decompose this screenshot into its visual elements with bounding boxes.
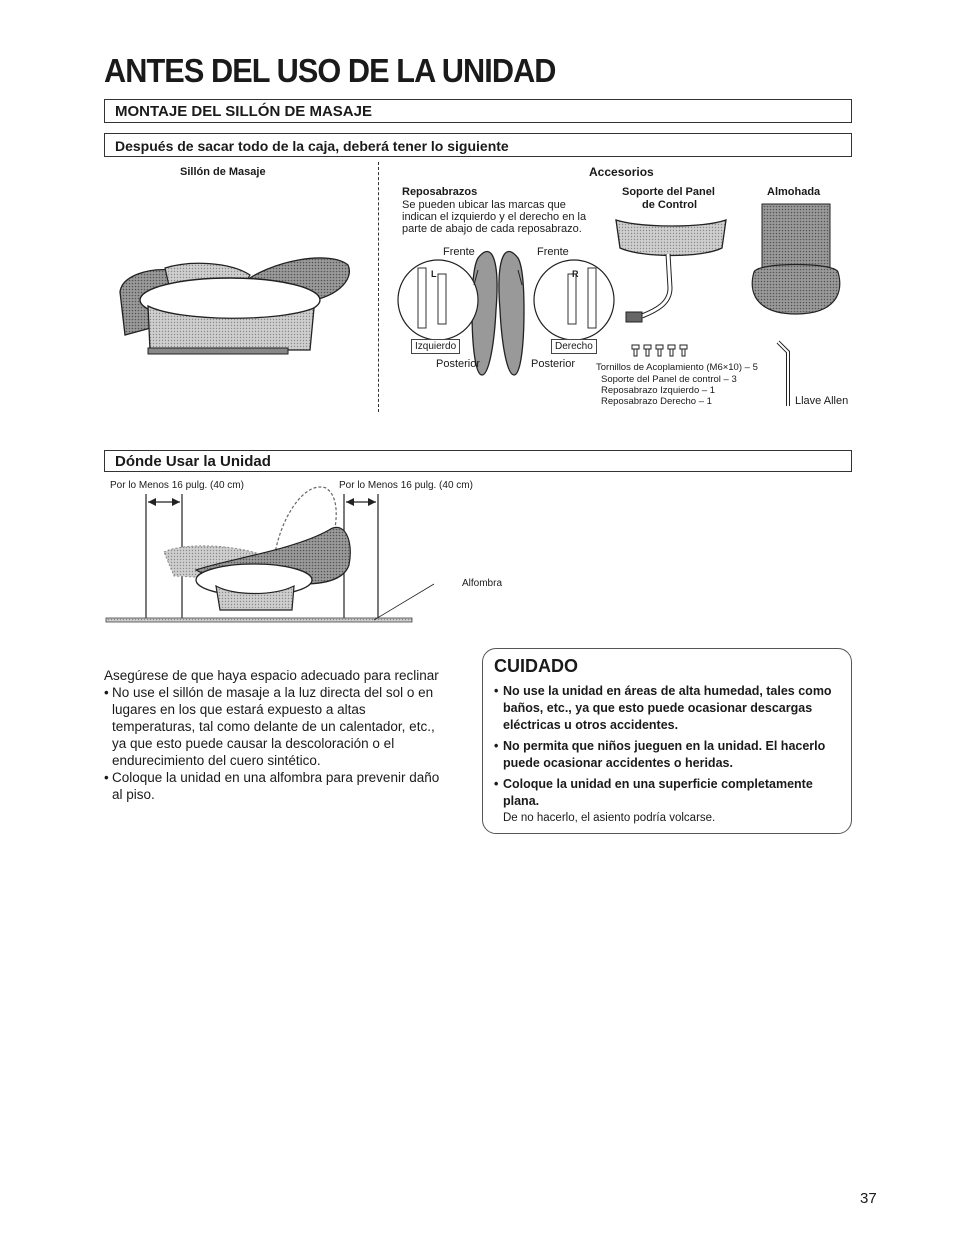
parts-list-item: Tornillos de Acoplamiento (M6×10) – 5 [596, 362, 758, 373]
caution-line: No use la unidad en áreas de alta humedad, tales como [503, 684, 832, 698]
bullet-dot: • [494, 777, 499, 791]
caution-line: baños, etc., ya que esto puede ocasionar descargas [503, 701, 813, 715]
allen-key-illustration [776, 340, 796, 410]
bracket-title-line1: Soporte del Panel [622, 186, 715, 198]
armrest-right-front-label: Frente [537, 246, 569, 258]
armrest-right-tag: Derecho [551, 339, 597, 354]
bullet-dot: • [104, 770, 109, 785]
pillow-title: Almohada [767, 186, 821, 198]
caution-item [494, 776, 846, 810]
placement-bullet [104, 769, 464, 803]
armrests-illustration [396, 240, 616, 380]
armrest-left-front-label: Frente [443, 246, 475, 258]
bracket-title-line2: de Control [642, 199, 697, 211]
accessories-label: Accesorios [589, 165, 654, 179]
parts-list-item: Soporte del Panel de control – 3 [601, 374, 737, 385]
carpet-label: Alfombra [462, 578, 503, 589]
bullet-line: endurecimiento del cuero sintético. [112, 753, 321, 768]
armrest-right-rear-label: Posterior [531, 358, 576, 370]
armrests-description-line: indican el izquierdo y el derecho en la [402, 211, 587, 223]
placement-instructions [104, 667, 464, 803]
allen-key-label: Llave Allen [795, 395, 849, 407]
clearance-right-label: Por lo Menos 16 pulg. (40 cm) [339, 480, 473, 491]
armrest-mark-r: R [572, 269, 579, 279]
section-heading-donde-text: Dónde Usar la Unidad [115, 453, 271, 470]
parts-list-item: Reposabrazo Izquierdo – 1 [601, 385, 716, 396]
bullet-dot: • [494, 739, 499, 753]
page-number: 37 [860, 1190, 877, 1207]
bullet-dot: • [104, 685, 109, 700]
bullet-line: ya que esto puede causar la descoloración o el [112, 736, 395, 751]
column-divider [378, 162, 379, 412]
bullet-line: No use el sillón de masaje a la luz directa del sol o en [112, 685, 434, 700]
caution-line: Coloque la unidad en una superficie completamente [503, 777, 813, 791]
caution-line: eléctricas u otros accidentes. [503, 718, 679, 732]
control-panel-bracket-illustration [612, 208, 732, 333]
pillow-illustration [748, 202, 844, 317]
caution-list [494, 683, 846, 826]
bullet-dot: • [494, 684, 499, 698]
parts-list-item: Reposabrazo Derecho – 1 [601, 396, 712, 407]
caution-line: No permita que niños jueguen en la unidad. El hacerlo [503, 739, 826, 753]
bullet-line: lugares en los que estará expuesto a altas [112, 702, 366, 717]
caution-title: CUIDADO [494, 656, 578, 676]
armrests-description-line: Se pueden ubicar las marcas que [402, 199, 566, 211]
bullet-line: al piso. [112, 787, 155, 802]
caution-item [494, 738, 846, 772]
section-heading-montaje-text: MONTAJE DEL SILLÓN DE MASAJE [115, 103, 372, 120]
clearance-left-label: Por lo Menos 16 pulg. (40 cm) [110, 480, 244, 491]
placement-diagram [104, 480, 434, 630]
chair-label: Sillón de Masaje [180, 166, 266, 178]
page-title: ANTES DEL USO DE LA UNIDAD [104, 52, 556, 89]
bullet-line: Coloque la unidad en una alfombra para prevenir daño [112, 770, 440, 785]
caution-note: De no hacerlo, el asiento podría volcarse. [503, 812, 716, 824]
armrest-left-tag: Izquierdo [411, 339, 460, 354]
bullet-line: temperaturas, tal como delante de un calentador, etc., [112, 719, 435, 734]
caution-item [494, 683, 846, 734]
section-heading-montaje [104, 99, 852, 123]
subheading-contents-text: Después de sacar todo de la caja, deberá tener lo siguiente [115, 138, 509, 154]
subheading-contents [104, 133, 852, 157]
armrests-title: Reposabrazos [402, 186, 478, 198]
massage-chair-illustration [110, 240, 360, 360]
armrest-left-rear-label: Posterior [436, 358, 481, 370]
caution-line: plana. [503, 794, 540, 808]
armrests-description-line: parte de abajo de cada reposabrazo. [402, 223, 582, 235]
placement-intro: Asegúrese de que haya espacio adecuado para reclinar [104, 668, 439, 683]
section-heading-donde [104, 450, 852, 472]
screws-illustration [630, 344, 710, 358]
caution-line: puede ocasionar accidentes o heridas. [503, 756, 733, 770]
placement-bullet [104, 684, 464, 769]
armrests-description [402, 199, 586, 235]
armrest-mark-l: L [431, 269, 437, 279]
